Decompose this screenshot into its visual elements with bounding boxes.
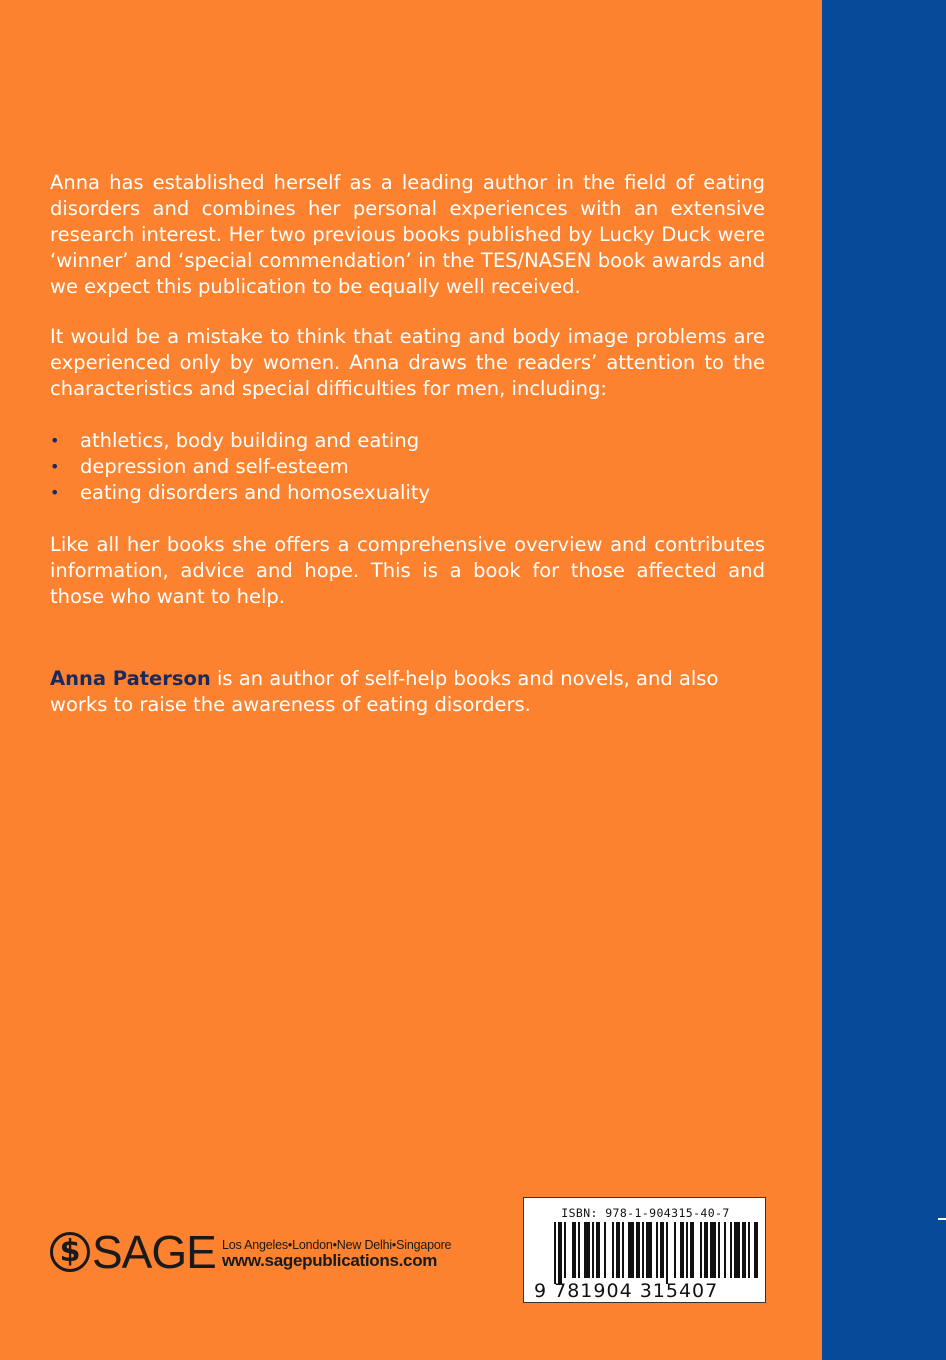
barcode-bar <box>616 1222 620 1278</box>
barcode-bar <box>742 1222 746 1278</box>
barcode-bar <box>718 1222 720 1278</box>
bullet-icon: • <box>50 431 60 450</box>
barcode-bar <box>558 1222 562 1284</box>
barcode-bar <box>646 1222 652 1278</box>
list-item <box>50 480 765 506</box>
barcode-bar <box>622 1222 624 1278</box>
barcode-bar <box>612 1222 614 1278</box>
list-item <box>50 454 765 480</box>
barcode-bar <box>734 1222 740 1278</box>
bullet-icon: • <box>50 483 60 502</box>
barcode-bar <box>642 1222 644 1278</box>
barcode-bar <box>596 1222 600 1278</box>
barcode-bar <box>636 1222 640 1278</box>
author-bio-text: is an author of self-help books and novels, and also works to raise the awareness of eating disorders. <box>50 667 719 716</box>
barcode-bar <box>724 1222 726 1278</box>
barcode-bar <box>674 1222 676 1278</box>
barcode-bar <box>628 1222 634 1278</box>
spine-mark <box>938 1218 946 1220</box>
description-paragraph-3: Like all her books she offers a comprehensive overview and contributes information, advice and hope. This is a book for those affected and those who want to help. <box>50 533 765 608</box>
barcode-bar <box>592 1222 594 1278</box>
barcode-bar <box>730 1222 732 1278</box>
barcode-bar <box>690 1222 694 1278</box>
barcode-bar <box>564 1222 566 1278</box>
barcode-bar <box>700 1222 702 1278</box>
publisher-website: www.sagepublications.com <box>222 1251 438 1270</box>
barcode-bar <box>704 1222 708 1278</box>
barcode-bar <box>660 1222 664 1278</box>
barcode-bar <box>604 1222 606 1278</box>
spine <box>822 0 946 1360</box>
topic-text: depression and self-esteem <box>80 455 349 478</box>
barcode-bar <box>754 1222 758 1278</box>
barcode-bar <box>656 1222 658 1278</box>
barcode-bar <box>554 1222 556 1284</box>
barcode-bar <box>710 1222 716 1278</box>
barcode-bar <box>572 1222 576 1278</box>
topic-text: eating disorders and homosexuality <box>80 481 431 504</box>
isbn-label: ISBN: 978-1-904315-40-7 <box>561 1206 730 1220</box>
barcode-bar <box>578 1222 580 1278</box>
barcode-bar <box>666 1222 668 1284</box>
barcode <box>523 1197 766 1303</box>
ean-digits: 9 781904 315407 <box>534 1280 719 1302</box>
barcode-bar <box>748 1222 750 1278</box>
list-item <box>50 428 765 454</box>
publisher-cities: Los Angeles•London•New Delhi•Singapore <box>222 1238 452 1252</box>
topics-list <box>50 428 765 506</box>
author-bio <box>50 666 765 718</box>
description-paragraph-2: It would be a mistake to think that eating and body image problems are experienced only by women. Anna draws the readers’ attention to the characteristics and special difficulties for men, including: <box>50 325 765 400</box>
author-name: Anna Paterson <box>50 667 211 690</box>
bullet-icon: • <box>50 457 60 476</box>
sage-logo <box>50 1226 216 1278</box>
description-paragraph-1: Anna has established herself as a leading author in the field of eating disorders and combines her personal experiences with an extensive research interest. Her two previous books published by Lucky Duck were ‘winner’ and ‘special commendation’ in the TES/NASEN book awards and we expect this publication to be equally well received. <box>50 171 765 298</box>
topic-text: athletics, body building and eating <box>80 429 420 452</box>
barcode-bar <box>584 1222 590 1278</box>
sage-wordmark: SAGE <box>92 1226 216 1278</box>
barcode-bar <box>680 1222 684 1278</box>
barcode-bar <box>686 1222 688 1278</box>
sage-emblem-icon: $ <box>50 1232 90 1272</box>
